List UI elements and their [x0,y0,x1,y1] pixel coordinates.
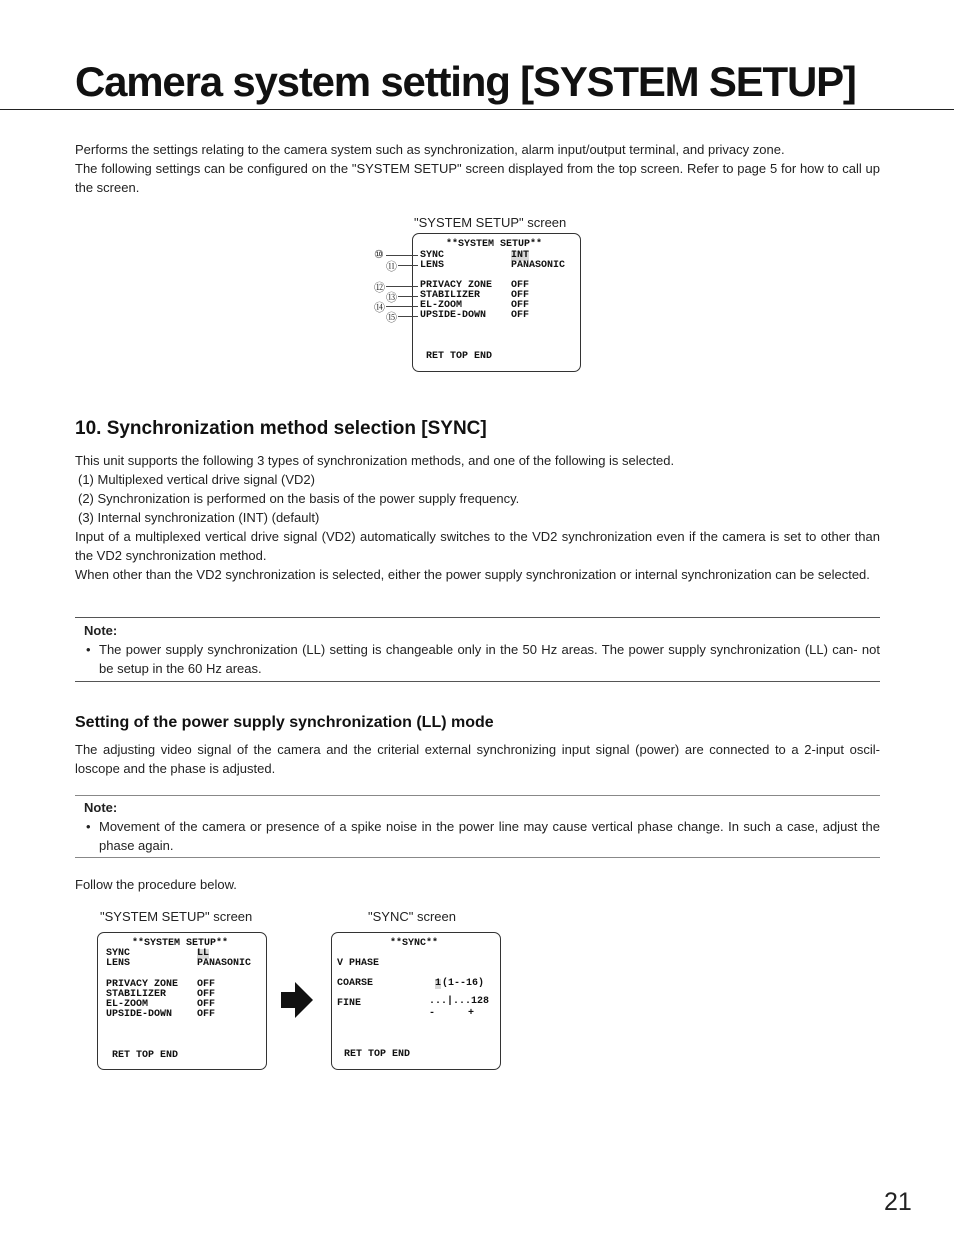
section-10-item-1: (1) Multiplexed vertical drive signal (VD2) [78,472,315,487]
note-2-label: Note: [84,800,118,815]
intro-line-2: The following settings can be configured on the "SYSTEM SETUP" screen displayed from the top screen. Refer to page 5 for how to call up the screen. [75,161,880,195]
callout-11-leader [398,265,418,266]
screen2-sync-label: SYNC [106,948,131,959]
intro-line-1: Performs the settings relating to the camera system such as synchronization, alarm input/output terminal, and privacy zone. [75,142,785,157]
callout-10-leader [386,255,418,256]
page-title: Camera system setting [SYSTEM SETUP] [75,58,856,105]
callout-14: ⑭ [374,302,385,314]
screen2-sync-value: LL [197,948,210,959]
callout-15: ⑮ [386,312,397,324]
screen3-caption: "SYNC" screen [368,909,456,924]
intro-paragraph [75,140,880,197]
system-setup-screen [412,233,581,372]
screen1-elzoom-value: OFF [511,300,530,311]
callout-13: ⑬ [386,292,397,304]
screen1-privacy-value: OFF [511,280,530,291]
callout-12: ⑫ [374,282,385,294]
callout-14-leader [386,306,418,307]
section-10-item-2: (2) Synchronization is performed on the basis of the power supply frequency. [78,491,520,506]
note-box-2 [75,795,880,858]
screen3-fine-label: FINE [337,998,362,1009]
screen3-footer: RET TOP END [344,1049,411,1060]
callout-10: ⑩ [374,249,384,261]
screen1-sync-label: SYNC [420,250,445,261]
screen1-footer: RET TOP END [426,351,493,362]
page-number: 21 [884,1188,912,1216]
screen3-coarse-range: (1--16) [442,978,485,989]
screen2-lens-value: PANASONIC [197,958,252,969]
screen2-stabilizer-label: STABILIZER [106,989,167,1000]
section-10-heading: 10. Synchronization method selection [SYNC] [75,418,487,439]
screen1-stabilizer-label: STABILIZER [420,290,481,301]
screen1-heading: **SYSTEM SETUP** [446,239,543,250]
screen2-upside-label: UPSIDE-DOWN [106,1009,173,1020]
screen2-caption: "SYSTEM SETUP" screen [100,909,253,924]
section-10-item-3: (3) Internal synchronization (INT) (default) [78,510,320,525]
screen1-elzoom-label: EL-ZOOM [420,300,463,311]
screen1-stabilizer-value: OFF [511,290,530,301]
callout-13-leader [398,296,418,297]
screen3-heading: **SYNC** [390,938,439,949]
callout-12-leader [386,286,418,287]
note-2-text: • Movement of the camera or presence of a spike noise in the power line may cause vertical phase change. In such a case, adjust the phase again. [75,817,880,855]
section-10-paragraph-2: When other than the VD2 synchronization is selected, either the power supply synchronization or internal synchronization can be selected. [75,567,870,582]
screen3-fine-plus: + [468,1008,475,1019]
screen1-privacy-label: PRIVACY ZONE [420,280,493,291]
screen3-coarse-value: 1 [435,978,442,989]
title-rule [0,109,954,110]
section-10-lead: This unit supports the following 3 types of synchronization methods, and one of the following is selected. [75,453,675,468]
screen2-elzoom-value: OFF [197,999,216,1010]
system-setup-screen-ll [97,932,267,1070]
screen1-upside-value: OFF [511,310,530,321]
note-1-label: Note: [84,623,118,638]
procedure-text: Follow the procedure below. [75,877,237,892]
sync-screen [331,932,501,1070]
screen2-lens-label: LENS [106,958,131,969]
screen2-privacy-value: OFF [197,979,216,990]
callout-15-leader [398,316,418,317]
screen2-footer: RET TOP END [112,1050,179,1061]
ll-mode-heading: Setting of the power supply synchronization (LL) mode [75,714,494,731]
screen2-privacy-label: PRIVACY ZONE [106,979,179,990]
screen3-coarse-label: COARSE [337,978,374,989]
section-10-paragraph-1: Input of a multiplexed vertical drive signal (VD2) automatically switches to the VD2 synchronization even if the camera is set to other than the VD2 synchronization method. [75,529,880,563]
screen1-lens-value: PANASONIC [511,260,566,271]
screen1-caption: "SYSTEM SETUP" screen [414,215,567,230]
screen2-upside-value: OFF [197,1009,216,1020]
right-arrow-icon [281,982,313,1018]
screen2-stabilizer-value: OFF [197,989,216,1000]
callout-11: ⑪ [386,261,397,273]
screen1-upside-label: UPSIDE-DOWN [420,310,487,321]
screen3-fine-scale: ...|...128 [429,996,490,1007]
note-box-1 [75,617,880,682]
section-10-body [75,451,880,584]
screen1-lens-label: LENS [420,260,445,271]
ll-mode-text: The adjusting video signal of the camera and the criterial external synchronizing input signal (power) are connected to a 2-input oscil- loscope and the phase is adjusted. [75,742,880,776]
screen3-fine-minus: - [429,1008,436,1019]
screen3-vphase-label: V PHASE [337,958,380,969]
note-1-text: • The power supply synchronization (LL) setting is changeable only in the 50 Hz areas. The power supply synchronization (LL) can- not be setup in the 60 Hz areas. [75,640,880,678]
screen1-sync-value: INT [511,250,530,261]
screen2-heading: **SYSTEM SETUP** [132,938,229,949]
screen2-elzoom-label: EL-ZOOM [106,999,149,1010]
